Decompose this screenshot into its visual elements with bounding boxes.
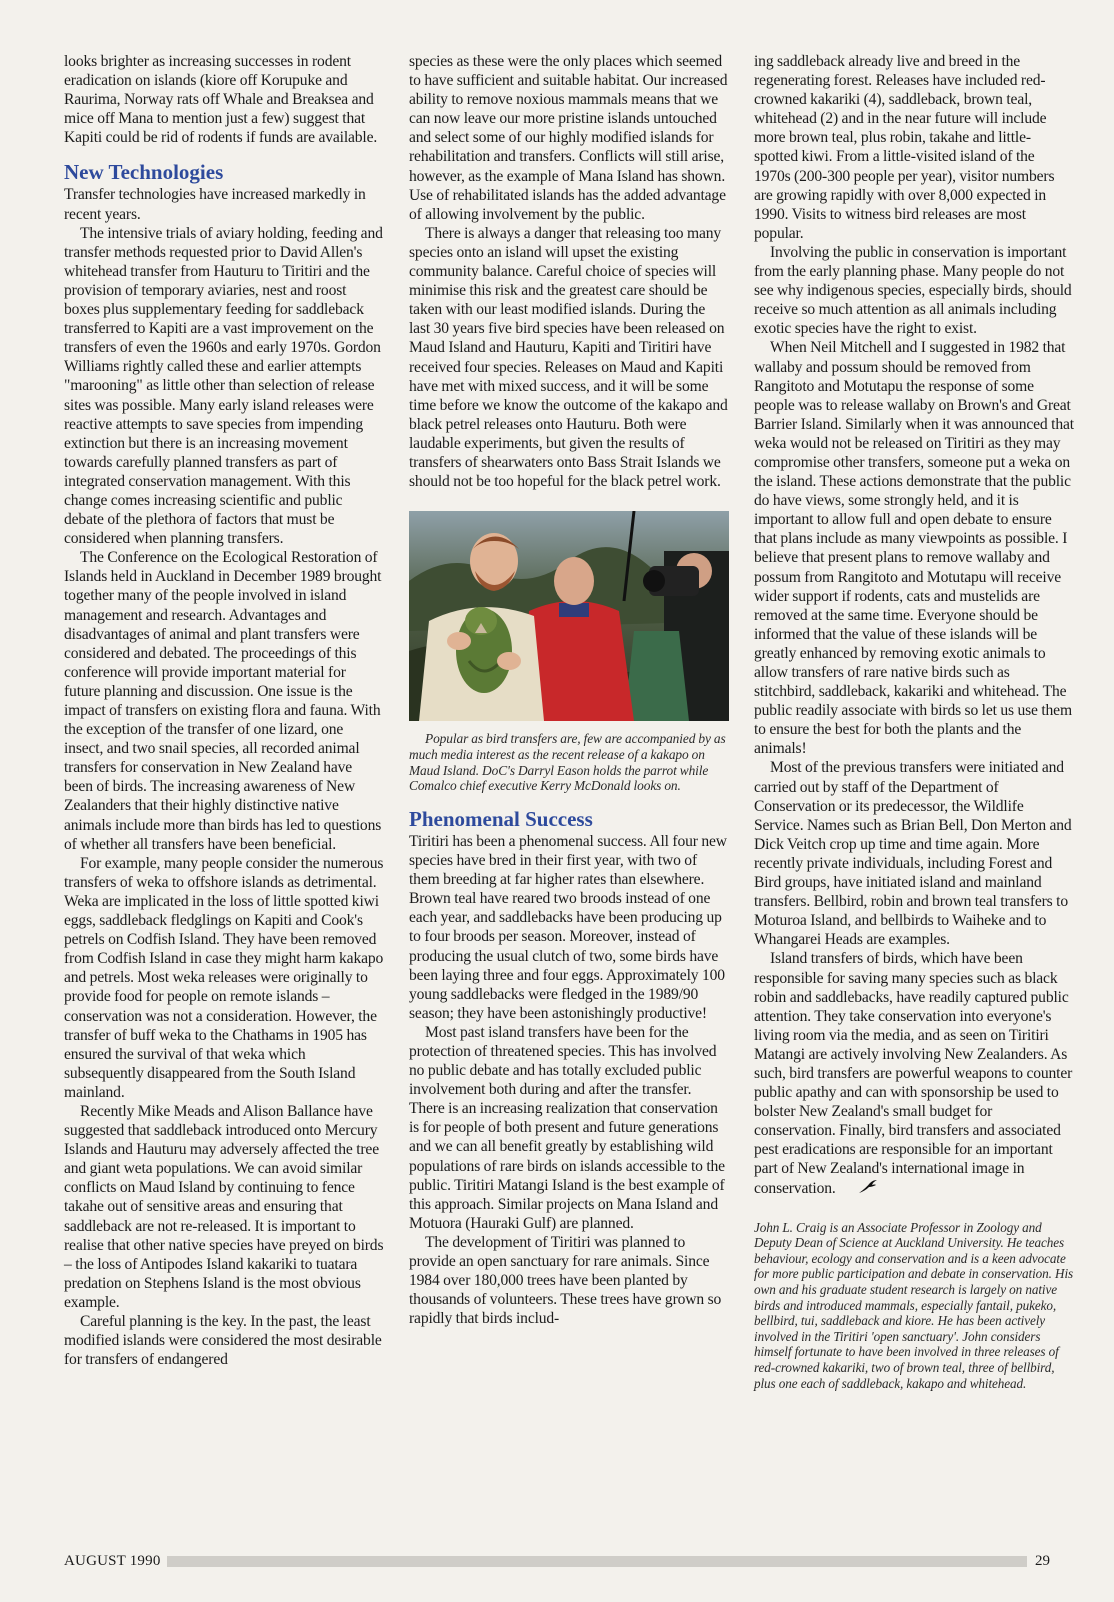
paragraph: Most past island transfers have been for the protection of threatened species. This has involved no public debate and has totally excluded public involvement both during and after the transfer. There is an increasing realization that conservation is for people of both present and future generations and we can all benefit greatly by establishing wild populations of rare birds on islands accessible to the public. Tiritiri Matangi Island is the best example of this approach. Similar projects on Mana Island and Motuora (Hauraki Gulf) are planned. — [409, 1023, 725, 1232]
photo-caption: Popular as bird transfers are, few are accompanied by as much media interest as the recent release of a kakapo on Maud Island. DoC's Darryl Eason holds the parrot while Comalco chief executive Kerry McDonald looks on. — [409, 731, 726, 794]
issue-date: AUGUST 1990 — [64, 1552, 161, 1569]
paragraph: looks brighter as increasing successes in rodent eradication on islands (kiore off Korupuke and Raurima, Norway rats off Whale and Breaksea and mice off Mana to mention just a few) suggest that Kapiti could be rid of rodents if funds are available. — [64, 53, 378, 147]
author-bio: John L. Craig is an Associate Professor in Zoology and Deputy Dean of Science at Auckland University. He teaches behaviour, ecology and conservation and is a keen advocate for more public participation and debate in conservation. His own and his graduate student research is largely on native birds and introduced mammals, especially fantail, pukeko, bellbird, tui, saddleback and kiore. He has been actively involved in the Tiritiri 'open sanctuary'. John considers himself fortunate to have been involved in three releases of red-crowned kakariki, two of brown teal, three of bellbird, plus one each of saddleback, kakapo and whitehead. — [754, 1219, 1074, 1391]
paragraph: Transfer technologies have increased markedly in recent years. — [64, 186, 366, 223]
photo-kakapo-release — [409, 511, 729, 721]
paragraph-text: Island transfers of birds, which have been responsible for saving many species such as black robin and saddlebacks, have readily captured public attention. They take conservation into everyone's living room via the media, and as seen on Tiritiri Matangi are actively involving New Zealanders. As such, bird transfers are powerful weapons to counter public apathy and can with sponsorship be used to bolster New Zealand's small budget for conservation. Finally, bird transfers and associated pest eradications are responsible for an important part of New Zealand's international image in conservation. — [754, 950, 1073, 1197]
bird-end-mark-icon — [842, 1179, 878, 1200]
paragraph-final — [754, 949, 1074, 1199]
paragraph: Tiritiri has been a phenomenal success. All four new species have bred in their first year, with two of them breeding at far higher rates than elsewhere. Brown teal have reared two broods instead of one each year, and saddlebacks have been producing up to four broods per season. Moreover, instead of producing the usual clutch of two, some birds have been laying three and four eggs. Approximately 100 young saddlebacks were fledged in the 1989/90 season; they have been astonishingly productive! — [409, 832, 727, 1022]
column-1 — [64, 52, 384, 1369]
section-heading-new-technologies: New Technologies — [64, 160, 224, 185]
paragraph: Involving the public in conservation is important from the early planning phase. Many people do not see why indigenous species, especially birds, should receive so much attention as all animals including exotic species have the right to exist. — [754, 243, 1072, 338]
paragraph: The intensive trials of aviary holding, feeding and transfer methods requested prior to David Allen's whitehead transfer from Hauturu to Tiritiri and the provision of temporary aviaries, nest and roost boxes plus supplementary feeding for saddleback transferred to Kapiti are a vast improvement on the transfers of even the 1960s and early 1970s. Gordon Williams rightly called these and earlier attempts "marooning" as little other than selection of release sites was possible. Many early island releases were reactive attempts to save species from impending extinction but there is an increasing movement towards carefully planned transfers as part of integrated conservation management. With this change comes increasing scientific and public debate of the plethora of factors that must be considered when planning transfers. — [64, 224, 383, 548]
paragraph: Recently Mike Meads and Alison Ballance have suggested that saddleback introduced onto Mercury Islands and Hauturu may adversely affected the tree and giant weta populations. We can avoid similar conflicts on Maud Island by continuing to fence takahe out of sensitive areas and ensuring that saddleback are not re-released. It is important to realise that other native species have preyed on birds – the loss of Antipodes Island kakariki to tuatara predation on Stephens Island is the most obvious example. — [64, 1102, 384, 1311]
column-3 — [754, 52, 1074, 1391]
paragraph: ing saddleback already live and breed in the regenerating forest. Releases have included red-crowned kakariki (4), saddleback, brown teal, whitehead (2) and in the near future will include more brown teal, plus robin, takahe and little-spotted kiwi. From a little-visited island of the 1970s (200-300 people per year), visitor numbers are growing rapidly with over 8,000 expected in 1990. Visits to witness bird releases are most popular. — [754, 53, 1055, 242]
page-footer — [64, 1553, 1050, 1569]
paragraph: species as these were the only places which seemed to have sufficient and suitable habitat. Our increased ability to remove noxious mammals means that we can now leave our more pristine islands untouched and select some of our highly modified islands for rehabilitation and transfers. Conflicts will still arise, however, as the example of Mana Island has shown. Use of rehabilitated islands has the added advantage of allowing involvement by the public. — [409, 53, 728, 223]
section-heading-phenomenal-success: Phenomenal Success — [409, 806, 593, 831]
paragraph: There is always a danger that releasing too many species onto an island will upset the existing community balance. Careful choice of species will minimise this risk and the greatest care should be taken with our least modified islands. During the last 30 years five bird species have been released on Maud Island and Hauturu, Kapiti and Tiritiri have received four species. Releases on Maud and Kapiti have met with mixed success, and it will be some time before we know the outcome of the kakapo and black petrel releases onto Hauturu. Both were laudable experiments, but given the results of transfers of shearwaters onto Bass Strait Islands we should not be too hopeful for the black petrel work. — [409, 224, 728, 491]
paragraph: Careful planning is the key. In the past, the least modified islands were considered the most desirable for transfers of endangered — [64, 1313, 382, 1369]
page-number: 29 — [1035, 1552, 1050, 1569]
paragraph: The development of Tiritiri was planned to provide an open sanctuary for rare animals. Since 1984 over 180,000 trees have been planted by thousands of volunteers. These trees have grown so rapidly that birds includ- — [409, 1233, 722, 1328]
paragraph: When Neil Mitchell and I suggested in 1982 that wallaby and possum should be removed from Rangitoto and Motutapu the response of some people was to release wallaby on Brown's and Great Barrier Island. Similarly when it was announced that weka would not be released on Tiritiri as they may compromise other transfers, someone put a weka on the island. These actions demonstrate that the public do have views, some strongly held, and it is important to allow full and open debate to ensure that plans include as many viewpoints as possible. I believe that present plans to remove wallaby and possum from Rangitoto and Motutapu will receive wider support if rodents, cats and mustelids are removed at the same time. Everyone should be informed that the value of these islands will be greatly enhanced by removing exotic animals to allow transfers of rare native birds such as stitchbird, saddleback, kakariki and whitehead. The public readily associate with birds so let us use them to ensure the best for both the plants and the animals! — [754, 339, 1074, 758]
footer-rule — [167, 1556, 1027, 1567]
paragraph: For example, many people consider the numerous transfers of weka to offshore islands as detrimental. Weka are implicated in the loss of little spotted kiwi eggs, saddleback fledglings on Kapiti and Cook's petrels on Codfish Island. They have been removed from Codfish Island in case they might harm kakapo and petrels. Most weka releases were originally to provide food for people on remote islands – conservation was not a consideration. However, the transfer of buff weka to the Chathams in 1905 has ensured the survival of that weka which subsequently disappeared from the South Island mainland. — [64, 854, 384, 1101]
paragraph: Most of the previous transfers were initiated and carried out by staff of the Department of Conservation or its predecessor, the Wildlife Service. Names such as Brian Bell, Don Merton and Dick Veitch crop up time and time again. More recently private individuals, including Forest and Bird groups, have initiated island and mainland transfers. Bellbird, robin and brown teal transfers to Moturoa Island, and bellbirds to Waiheke and to Whangarei Heads are examples. — [754, 759, 1072, 949]
paragraph: The Conference on the Ecological Restoration of Islands held in Auckland in December 1989 brought together many of the people involved in island management and research. Advantages and disadvantages of animal and plant transfers were considered and debated. The proceedings of this conference will provide important material for future planning and discussion. One issue is the impact of transfers on existing flora and fauna. With the exception of the transfer of one lizard, one insect, and two snail species, all recorded animal transfers for conservation in New Zealand have been of birds. The increasing awareness of New Zealanders that their highly distinctive native animals include more than birds has led to questions of whether all transfers have been beneficial. — [64, 549, 382, 853]
column-2 — [409, 52, 729, 1328]
